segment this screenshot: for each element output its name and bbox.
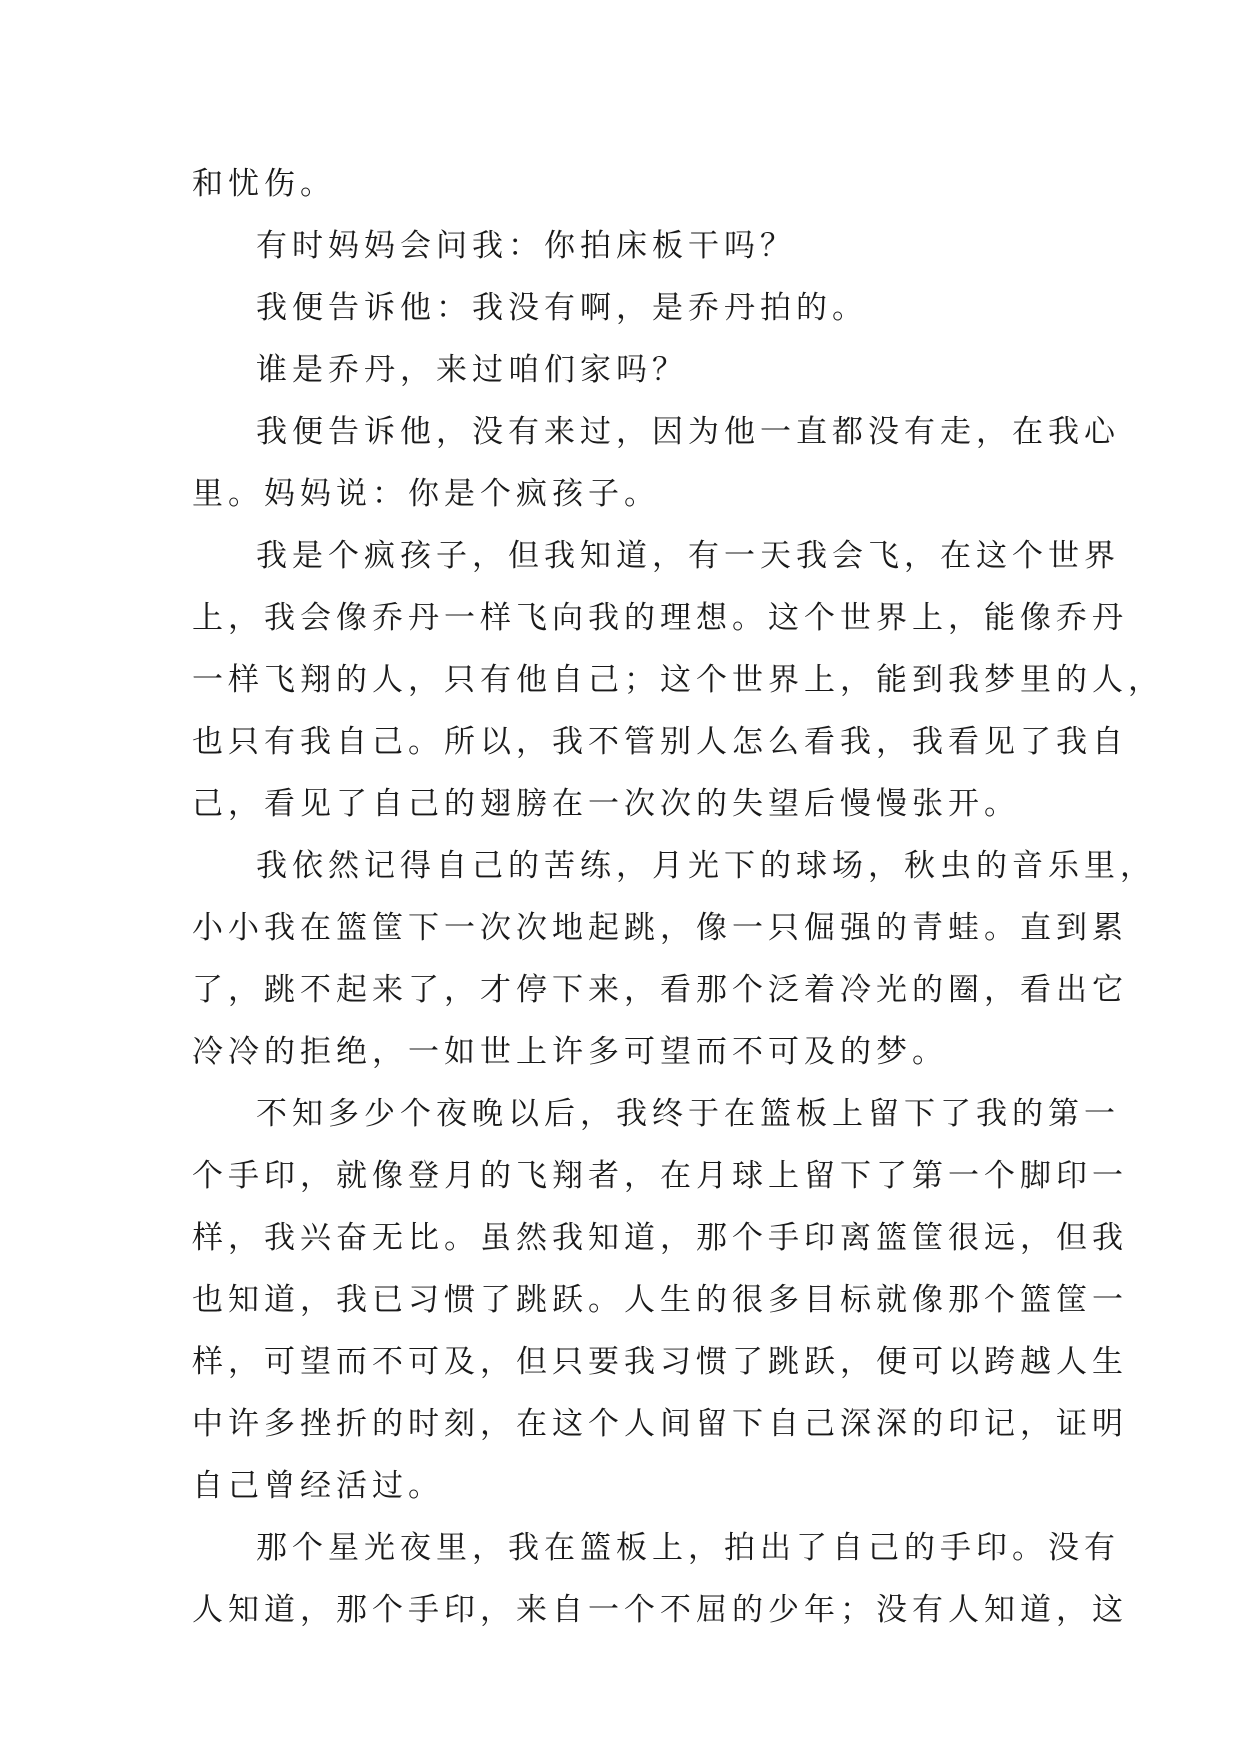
text-line: 人知道，那个手印，来自一个不屈的少年；没有人知道，这 [192, 1592, 1128, 1628]
text-line: 中许多挫折的时刻，在这个人间留下自己深深的印记，证明 [192, 1406, 1128, 1442]
text-line: 我便告诉他：我没有啊，是乔丹拍的。 [256, 290, 868, 326]
text-line: 有时妈妈会问我：你拍床板干吗？ [256, 228, 796, 264]
text-line: 那个星光夜里，我在篮板上，拍出了自己的手印。没有 [256, 1530, 1120, 1566]
text-line: 冷冷的拒绝，一如世上许多可望而不可及的梦。 [192, 1034, 948, 1070]
text-line: 里。妈妈说：你是个疯孩子。 [192, 476, 660, 512]
text-line: 己，看见了自己的翅膀在一次次的失望后慢慢张开。 [192, 786, 1020, 822]
text-line: 上，我会像乔丹一样飞向我的理想。这个世界上，能像乔丹 [192, 600, 1128, 636]
text-line: 和忧伤。 [192, 166, 336, 202]
text-line: 也只有我自己。所以，我不管别人怎么看我，我看见了我自 [192, 724, 1128, 760]
text-line: 谁是乔丹，来过咱们家吗？ [256, 352, 688, 388]
text-line: 样，可望而不可及，但只要我习惯了跳跃，便可以跨越人生 [192, 1344, 1128, 1380]
text-line: 一样飞翔的人，只有他自己；这个世界上，能到我梦里的人， [192, 662, 1164, 698]
text-line: 我便告诉他，没有来过，因为他一直都没有走，在我心 [256, 414, 1120, 450]
text-line: 小小我在篮筐下一次次地起跳，像一只倔强的青蛙。直到累 [192, 910, 1128, 946]
text-line: 样，我兴奋无比。虽然我知道，那个手印离篮筐很远，但我 [192, 1220, 1128, 1256]
text-line: 我依然记得自己的苦练，月光下的球场，秋虫的音乐里， [256, 848, 1156, 884]
text-line: 也知道，我已习惯了跳跃。人生的很多目标就像那个篮筐一 [192, 1282, 1128, 1318]
document-body [192, 153, 1164, 1641]
text-line: 个手印，就像登月的飞翔者，在月球上留下了第一个脚印一 [192, 1158, 1128, 1194]
text-line: 了，跳不起来了，才停下来，看那个泛着冷光的圈，看出它 [192, 972, 1128, 1008]
text-line: 不知多少个夜晚以后，我终于在篮板上留下了我的第一 [256, 1096, 1120, 1132]
text-line: 我是个疯孩子，但我知道，有一天我会飞，在这个世界 [256, 538, 1120, 574]
text-line: 自己曾经活过。 [192, 1468, 444, 1504]
